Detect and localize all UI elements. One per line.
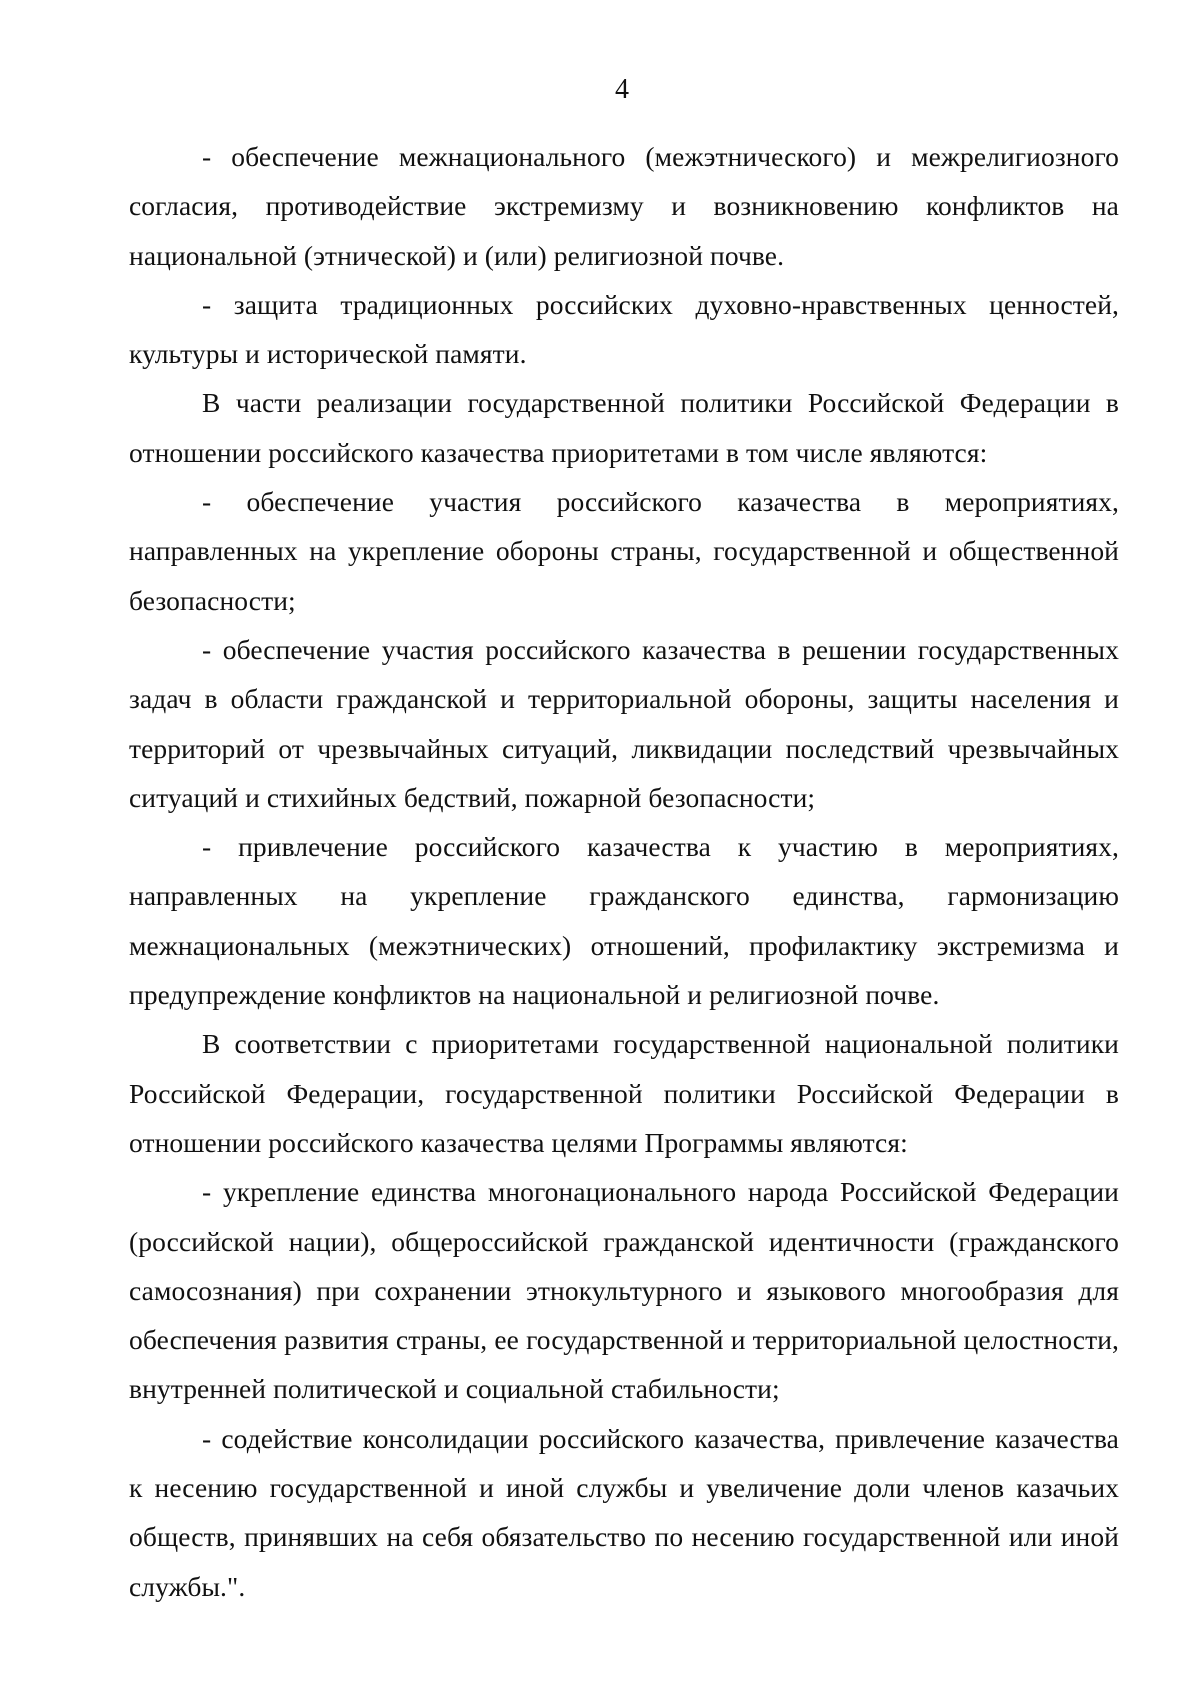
- paragraph-civil-defense: - обеспечение участия российского казачества в решении государственных задач в области гражданской и территориальной обороны, защиты населения и территорий от чрезвычайных ситуаций, ликвидации последствий чрезвычайных ситуаций и стихийных бедствий, пожарной безопасности;: [129, 633, 1119, 813]
- paragraph-national-unity: - укрепление единства многонационального народа Российской Федерации (российской нации), общероссийской гражданской идентичности (гражданского самосознания) при сохранении этнокультурного и языкового многообразия для обеспечения развития страны, ее государственной и территориальной целостности, внутренней политической и социальной стабильности;: [129, 1176, 1119, 1405]
- paragraph-cossack-policy-intro: В части реализации государственной политики Российской Федерации в отношении российского казачества приоритетами в том числе являются:: [129, 387, 1119, 468]
- paragraph-civil-unity: - привлечение российского казачества к участию в мероприятиях, направленных на укрепление гражданского единства, гармонизацию межнациональных (межэтнических) отношений, профилактику экстремизма и предупреждение конфликтов на национальной и религиозной почве.: [129, 831, 1119, 1011]
- document-body: [129, 132, 1119, 1611]
- paragraph-traditional-values: - защита традиционных российских духовно-нравственных ценностей, культуры и исторической памяти.: [129, 288, 1119, 370]
- page-number: 4: [615, 74, 629, 105]
- paragraph-program-goals-intro: В соответствии с приоритетами государственной национальной политики Российской Федерации, государственной политики Российской Федерации в отношении российского казачества целями Программы являются:: [129, 1028, 1119, 1158]
- paragraph-cossack-consolidation: - содействие консолидации российского казачества, привлечение казачества к несению государственной и иной службы и увеличение доли членов казачьих обществ, принявших на себя обязательство по несению государственной или иной службы.".: [129, 1422, 1119, 1602]
- paragraph-interethnic-harmony: - обеспечение межнационального (межэтнического) и межрелигиозного согласия, противодействие экстремизму и возникновению конфликтов на национальной (этнической) и (или) религиозной почве.: [129, 141, 1119, 271]
- paragraph-defense-security: - обеспечение участия российского казачества в мероприятиях, направленных на укрепление обороны страны, государственной и общественной безопасности;: [129, 486, 1119, 616]
